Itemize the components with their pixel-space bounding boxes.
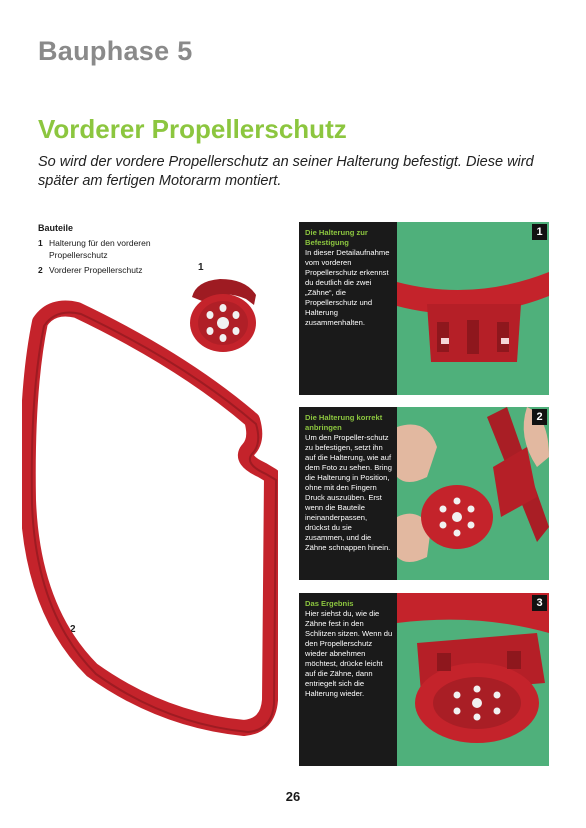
intro-text: So wird der vordere Propellerschutz an seiner Halterung befestigt. Diese wird später am fertigen Motorarm montiert. (38, 154, 534, 189)
step-text (299, 593, 397, 699)
step-photo (397, 407, 549, 580)
propeller-guard-image (22, 300, 278, 736)
parts-item-num: 1 (38, 238, 43, 248)
step-body: In dieser Detailaufnahme vom vorderen Propellerschutz erkennst du deutlich die zwei „Zähne“, die Propellerschutz und Halterung zusammenhalten. (305, 248, 390, 327)
step-text (299, 407, 397, 553)
part-label-1: 1 (198, 262, 204, 273)
parts-item (38, 264, 208, 276)
parts-item-text: Halterung für den vorderen Propellerschutz (49, 238, 151, 260)
page-number: 26 (285, 789, 301, 804)
part-label-2: 2 (70, 624, 76, 635)
step-number-badge: 2 (532, 409, 547, 425)
parts-list (38, 222, 208, 276)
step-heading: Das Ergebnis (305, 599, 354, 608)
step-number-badge: 3 (532, 595, 547, 611)
step-number-badge: 1 (532, 224, 547, 240)
assembly-hands-image (397, 407, 549, 580)
step-photo (397, 222, 549, 395)
holder-closeup-image (397, 222, 549, 395)
parts-item-num: 2 (38, 265, 43, 275)
page-title: Vorderer Propellerschutz (38, 114, 347, 144)
phase-heading: Bauphase 5 (38, 36, 193, 66)
step-3 (299, 593, 549, 766)
step-body: Hier siehst du, wie die Zähne fest in den Schlitzen sitzen. Wenn du den Propellerschutz wieder abnehmen möchtest, drücke leicht auf die Zähne, dann entriegelt sich die Halterung wieder. (305, 609, 393, 698)
step-2 (299, 407, 549, 580)
step-1 (299, 222, 549, 395)
parts-heading: Bauteile (38, 223, 74, 233)
step-photo (397, 593, 549, 766)
step-heading: Die Halterung zur Befestigung (305, 228, 368, 247)
result-closeup-image (397, 593, 549, 766)
step-heading: Die Halterung korrekt anbringen (305, 413, 383, 432)
parts-item-text: Vorderer Propellerschutz (49, 265, 143, 275)
step-text (299, 222, 397, 328)
step-body: Um den Propeller-schutz zu befestigen, setzt ihn auf die Halterung, wie auf dem Foto zu sehen. Bring die Halterung in Position, ohne mit den Fingern Druck auszuüben. Erst wenn die Bauteile ineinanderpassen, drückst du sie zusammen, und die Zähne schnappen hinein. (305, 433, 392, 552)
parts-item (38, 237, 208, 261)
